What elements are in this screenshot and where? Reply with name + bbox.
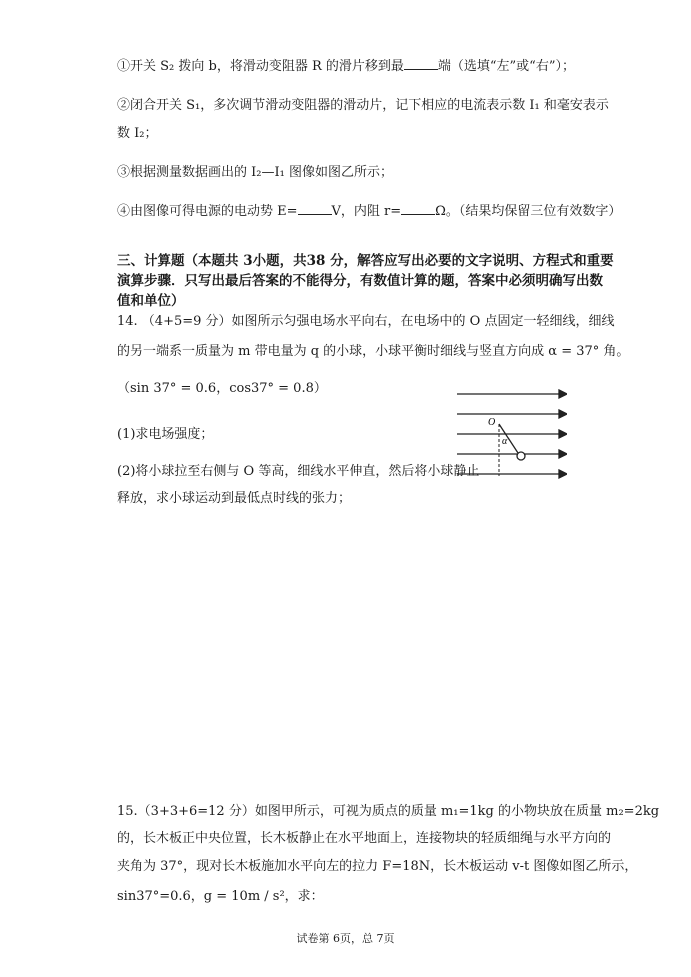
answer-blank-emf [298,202,332,215]
q14-part2-line2: 释放，求小球运动到最低点时线的张力； [117,491,352,506]
section3-heading-line2: 演算步骤．只写出最后答案的不能得分，有数值计算的题，答案中必须明确写出数 [117,273,603,289]
q13-step2-line2: 数 I₂； [117,126,158,141]
page-footer: 试卷第 6页，总 7页 [296,932,395,945]
q13-step4: ④由图像可得电源的电动势 E= V，内阻 r= Ω。（结果均保留三位有效数字） [117,204,622,219]
answer-blank-side [404,57,438,70]
electric-field-diagram [455,384,567,480]
charged-ball [517,452,525,460]
q14-line1: 14. （4+5=9 分）如图所示匀强电场水平向右，在电场中的 O 点固定一轻细线，细线 [117,314,615,329]
q15-line2: 的，长木板正中央位置，长木板静止在水平地面上，连接物块的轻质细绳与水平方向的 [117,831,612,846]
point-o-label: O [488,417,496,428]
q13-step1: ①开关 S₂ 拨向 b，将滑动变阻器 R 的滑片移到最 端（选填“左”或“右”）； [117,59,575,74]
q15-line1: 15.（3+3+6=12 分）如图甲所示，可视为质点的质量 m₁=1kg 的小物块放在质量 m₂=2kg [117,804,660,819]
section3-heading-line1: 三、计算题（本题共 3小题，共38 分，解答应写出必要的文字说明、方程式和重要 [117,253,614,269]
q14-part1: (1)求电场强度； [117,427,214,442]
q14-part2-line1: (2)将小球拉至右侧与 O 等高，细线水平伸直，然后将小球静止 [117,464,480,479]
angle-alpha-label: α [502,436,508,447]
q15-line3: 夹角为 37°，现对长木板施加水平向左的拉力 F=18N，长木板运动 v-t 图像如图乙所示， [117,859,638,874]
section3-heading-line3: 值和单位） [117,293,185,309]
q13-step2-line1: ②闭合开关 S₁，多次调节滑动变阻器的滑动片，记下相应的电流表示数 I₁ 和毫安表示 [117,98,609,113]
answer-blank-resistance [401,202,435,215]
q14-line2: 的另一端系一质量为 m 带电量为 q 的小球，小球平衡时细线与竖直方向成 α = 37° 角。 [117,344,630,359]
q14-trig-values: （sin 37° = 0.6，cos37° = 0.8） [117,381,327,396]
q15-line4: sin37°=0.6，g = 10m / s²，求： [117,889,324,904]
q13-step3: ③根据测量数据画出的 I₂—I₁ 图像如图乙所示； [117,165,393,180]
